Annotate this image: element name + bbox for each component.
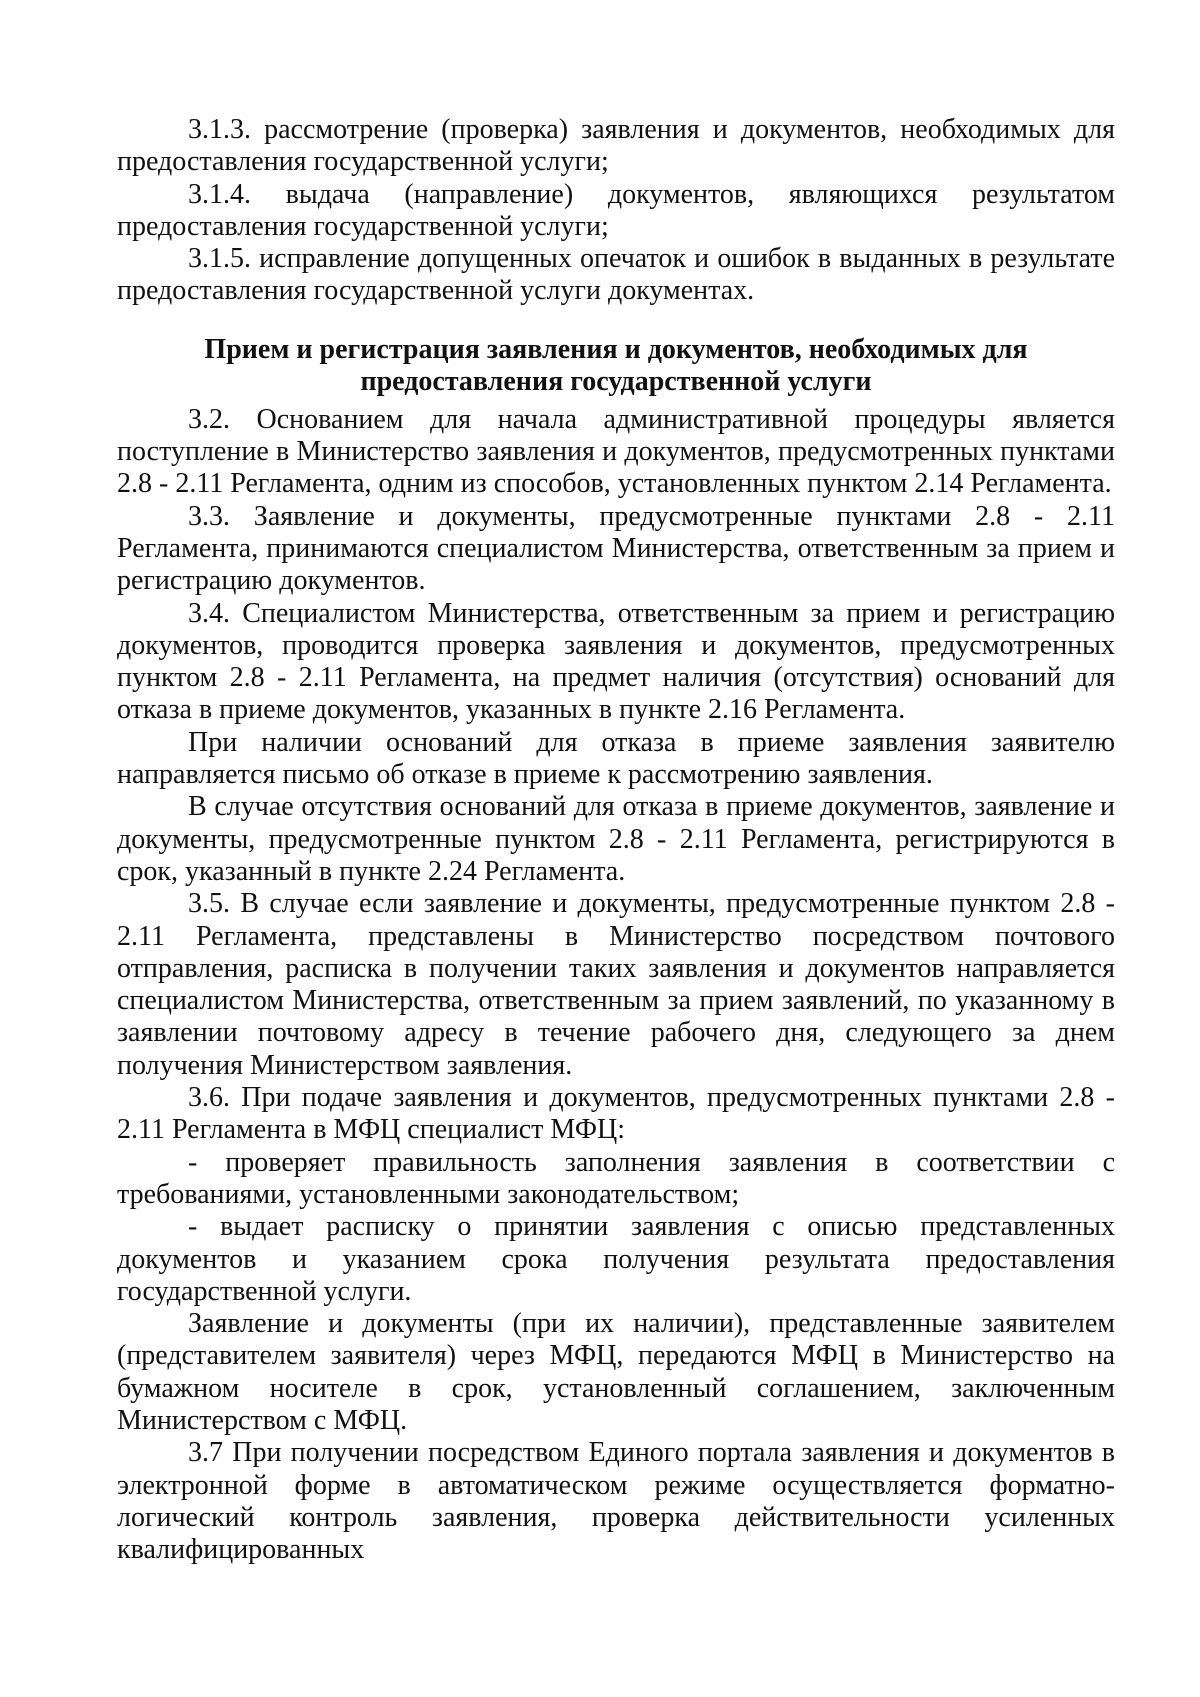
paragraph-mfc-transfer: Заявление и документы (при их наличии), представленные заявителем (представителем заявителя) через МФЦ, передаются МФЦ в Министерство на бумажном носителе в срок, установленный соглашением, заключенным Министерством с МФЦ. [117,1308,1115,1436]
paragraph-3-4: 3.4. Специалистом Министерства, ответственным за прием и регистрацию документов, проводится проверка заявления и документов, предусмотренных пунктом 2.8 - 2.11 Регламента, на предмет наличия (отсутствия) оснований для отказа в приеме документов, указанных в пункте 2.16 Регламента. [117,597,1115,726]
paragraph-registration: В случае отсутствия оснований для отказа в приеме документов, заявление и документы, предусмотренные пунктом 2.8 - 2.11 Регламента, регистрируются в срок, указанный в пункте 2.24 Регламента. [117,791,1115,887]
list-item-checks-form: - проверяет правильность заполнения заявления в соответствии с требованиями, установленными законодательством; [117,1146,1115,1210]
paragraph-3-6: 3.6. При подаче заявления и документов, предусмотренных пунктами 2.8 - 2.11 Регламента в МФЦ специалист МФЦ: [117,1082,1115,1146]
paragraph-3-2: 3.2. Основанием для начала административной процедуры является поступление в Министерство заявления и документов, предусмотренных пунктами 2.8 - 2.11 Регламента, одним из способов, установленных пунктом 2.14 Регламента. [117,403,1115,500]
paragraph-3-7: 3.7 При получении посредством Единого портала заявления и документов в электронной форме в автоматическом режиме осуществляется форматно-логический контроль заявления, проверка действительности усиленных квалифицированных [117,1437,1115,1566]
section-heading: Прием и регистрация заявления и документов, необходимых для предоставления государственной услуги [204,333,1028,397]
paragraph-3-1-5: 3.1.5. исправление допущенных опечаток и ошибок в выданных в результате предоставления государственной услуги документах. [117,243,1115,307]
list-item-issues-receipt: - выдает расписку о принятии заявления с описью представленных документов и указанием срока получения результата предоставления государственной услуги. [117,1211,1115,1307]
paragraph-refusal-letter: При наличии оснований для отказа в приеме заявления заявителю направляется письмо об отказе в приеме к рассмотрению заявления. [117,726,1115,791]
paragraph-3-1-4: 3.1.4. выдача (направление) документов, являющихся результатом предоставления государственной услуги; [117,178,1115,242]
paragraph-3-1-3: 3.1.3. рассмотрение (проверка) заявления и документов, необходимых для предоставления государственной услуги; [117,114,1115,178]
paragraph-3-5: 3.5. В случае если заявление и документы, предусмотренные пунктом 2.8 - 2.11 Регламента, представлены в Министерство посредством почтового отправления, расписка в получении таких заявления и документов направляется специалистом Министерства, ответственным за прием заявлений, по указанному в заявлении почтовому адресу в течение рабочего дня, следующего за днем получения Министерством заявления. [117,888,1115,1081]
paragraph-3-3: 3.3. Заявление и документы, предусмотренные пунктами 2.8 - 2.11 Регламента, принимаются специалистом Министерства, ответственным за прием и регистрацию документов. [117,500,1115,597]
